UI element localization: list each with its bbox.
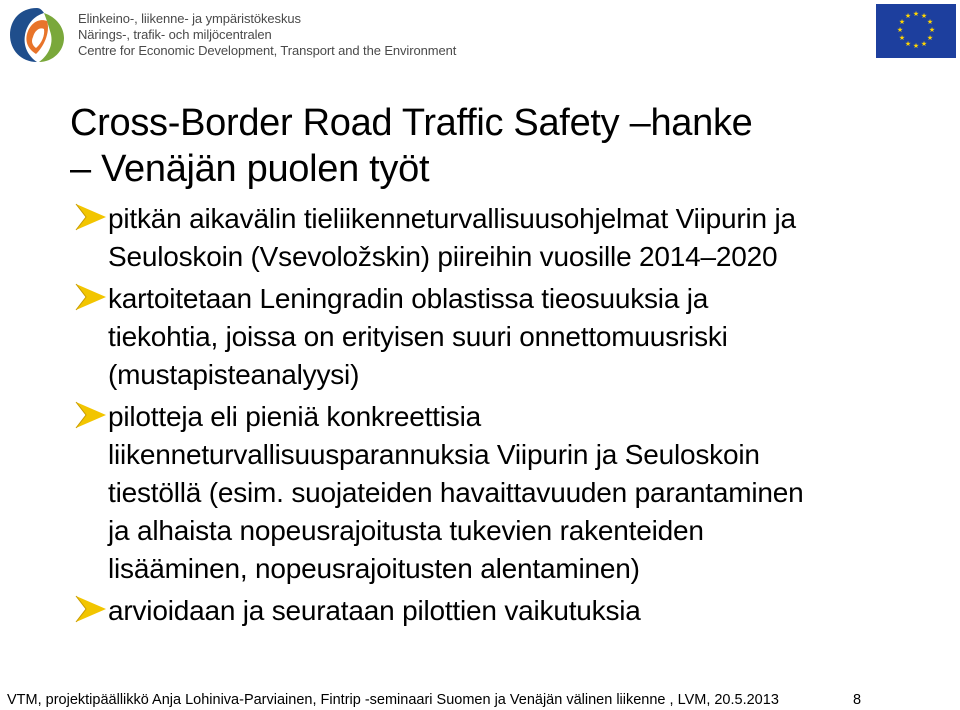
footer-text: VTM, projektipäällikkö Anja Lohiniva-Parviainen, Fintrip -seminaari Suomen ja Venäjän välinen liikenne , LVM, 20.5.2013 bbox=[7, 692, 779, 708]
bullet-text: pitkän aikavälin tieliikenneturvallisuusohjelmat Viipurin ja Seuloskoin (Vsevoložskin) piireihin vuosille 2014–2020 bbox=[108, 203, 796, 272]
arrow-bullet-icon bbox=[72, 282, 108, 312]
slide-footer bbox=[0, 686, 960, 710]
arrow-bullet-icon bbox=[72, 400, 108, 430]
bullet-list bbox=[70, 200, 803, 634]
org-name-finnish: Elinkeino-, liikenne- ja ympäristökeskus bbox=[78, 11, 301, 26]
org-name-swedish: Närings-, trafik- och miljöcentralen bbox=[78, 27, 272, 42]
svg-text:★: ★ bbox=[926, 34, 934, 42]
svg-text:★: ★ bbox=[904, 40, 912, 48]
bullet-text: pilotteja eli pieniä konkreettisia liikenneturvallisuusparannuksia Viipurin ja Seuloskoin tiestöllä (esim. suojateiden havaittavuuden parantaminen ja alhaista nopeusrajoitusta tukevien rakenteiden lisääminen, nopeusrajoitusten alentaminen) bbox=[108, 401, 804, 584]
bullet-item bbox=[70, 280, 803, 394]
organization-name bbox=[78, 11, 456, 59]
eu-flag-icon bbox=[876, 4, 956, 58]
bullet-item bbox=[70, 398, 803, 588]
bullet-text: kartoitetaan Leningradin oblastissa tieosuuksia ja tiekohtia, joissa on erityisen suuri onnettomuusriski (mustapisteanalyysi) bbox=[108, 283, 728, 390]
svg-text:★: ★ bbox=[926, 18, 934, 26]
ely-centre-logo-icon bbox=[6, 4, 68, 66]
slide-title-line-1: Cross-Border Road Traffic Safety –hanke bbox=[70, 102, 753, 144]
svg-text:★: ★ bbox=[904, 12, 912, 20]
svg-text:★: ★ bbox=[912, 10, 920, 18]
slide-header bbox=[0, 0, 960, 72]
bullet-text: arvioidaan ja seurataan pilottien vaikutuksia bbox=[108, 595, 641, 626]
svg-text:★: ★ bbox=[920, 12, 928, 20]
slide-title bbox=[70, 100, 753, 192]
bullet-item bbox=[70, 592, 803, 630]
svg-text:★: ★ bbox=[928, 26, 936, 34]
arrow-bullet-icon bbox=[72, 202, 108, 232]
arrow-bullet-icon bbox=[72, 594, 108, 624]
svg-text:★: ★ bbox=[920, 40, 928, 48]
page-number: 8 bbox=[853, 692, 862, 708]
svg-text:★: ★ bbox=[912, 42, 920, 50]
svg-text:★: ★ bbox=[898, 34, 906, 42]
org-name-english: Centre for Economic Development, Transport and the Environment bbox=[78, 43, 457, 58]
bullet-item bbox=[70, 200, 803, 276]
svg-text:★: ★ bbox=[896, 26, 904, 34]
slide-title-line-2: – Venäjän puolen työt bbox=[70, 148, 430, 190]
svg-text:★: ★ bbox=[898, 18, 906, 26]
